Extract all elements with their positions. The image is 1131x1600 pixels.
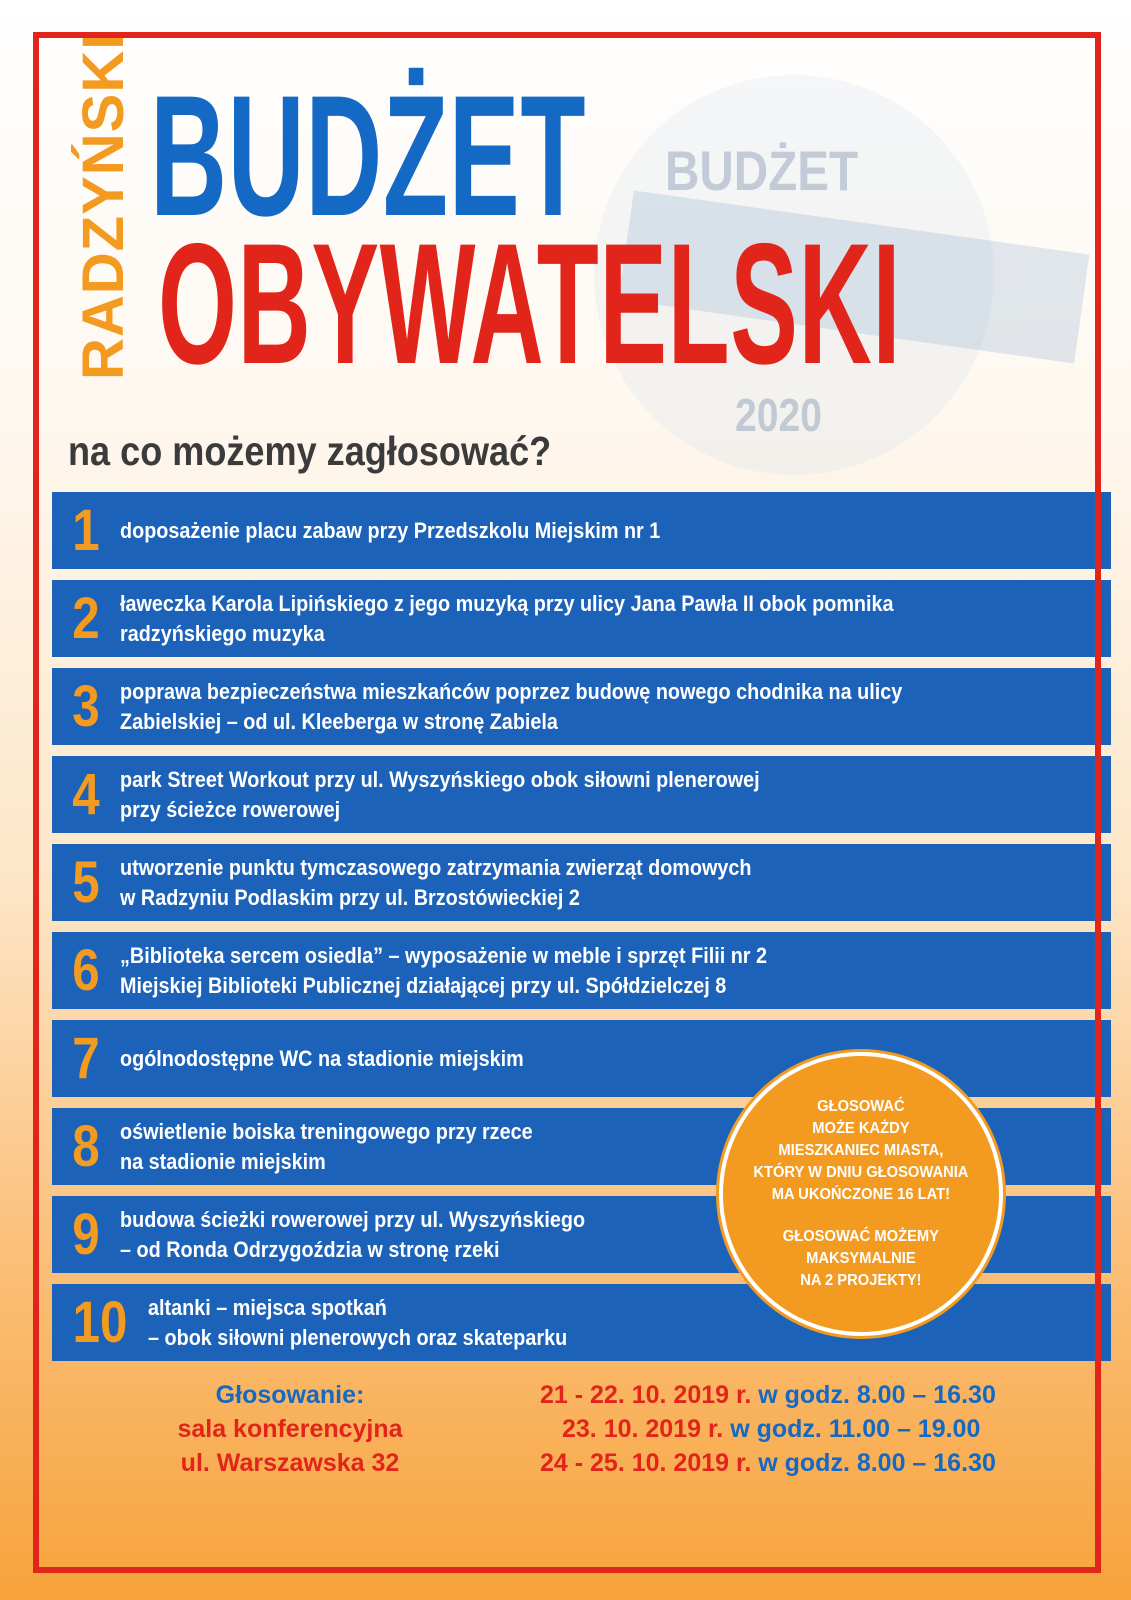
project-description: oświetlenie boiska treningowego przy rzece na stadionie miejskim bbox=[120, 1118, 533, 1174]
schedule-hours: w godz. 11.00 – 19.00 bbox=[730, 1415, 981, 1443]
voting-address: ul. Warszawska 32 bbox=[180, 1449, 400, 1477]
schedule-hours: w godz. 8.00 – 16.30 bbox=[758, 1449, 996, 1477]
project-description: poprawa bezpieczeństwa mieszkańców poprzez budowę nowego chodnika na ulicy Zabielskiej – od ul. Kleeberga w stronę Zabiela bbox=[120, 678, 903, 734]
project-description: park Street Workout przy ul. Wyszyńskiego obok siłowni plenerowej przy ścieżce rowerowej bbox=[120, 766, 760, 822]
project-number: 3 bbox=[72, 674, 100, 739]
schedule-date: 21 - 22. 10. 2019 r. bbox=[540, 1381, 752, 1409]
project-number: 10 bbox=[72, 1290, 128, 1355]
project-number: 5 bbox=[72, 850, 100, 915]
title-budzet: BUDŻET bbox=[150, 60, 587, 252]
page-subtitle: na co możemy zagłosować? bbox=[68, 428, 552, 474]
project-number: 8 bbox=[72, 1114, 100, 1179]
voting-place: sala konferencyjna bbox=[177, 1415, 403, 1443]
schedule-date: 23. 10. 2019 r. bbox=[562, 1415, 724, 1443]
project-item-1 bbox=[52, 492, 1111, 569]
project-item-6 bbox=[52, 932, 1111, 1009]
project-description: „Biblioteka sercem osiedla” – wyposażenie w meble i sprzęt Filii nr 2 Miejskiej Biblioteki Publicznej działającej przy ul. Spółdzielczej 8 bbox=[120, 942, 768, 998]
project-number: 9 bbox=[72, 1202, 100, 1267]
schedule-date: 24 - 25. 10. 2019 r. bbox=[540, 1449, 752, 1477]
watermark-word: BUDŻET bbox=[665, 139, 859, 202]
voting-label: Głosowanie: bbox=[215, 1381, 365, 1409]
project-number: 2 bbox=[72, 586, 100, 651]
project-item-3 bbox=[52, 668, 1111, 745]
project-item-2 bbox=[52, 580, 1111, 657]
project-description: doposażenie placu zabaw przy Przedszkolu Miejskim nr 1 bbox=[120, 517, 661, 543]
project-number: 1 bbox=[72, 498, 100, 563]
project-description: budowa ścieżki rowerowej przy ul. Wyszyńskiego – od Ronda Odrzygoździa w stronę rzeki bbox=[120, 1206, 586, 1262]
voting-schedule bbox=[540, 1378, 996, 1480]
schedule-row bbox=[540, 1412, 996, 1446]
title-obywatelski: OBYWATELSKI bbox=[158, 208, 902, 400]
badge-eligibility-text: GŁOSOWAĆ MOŻE KAŻDY MIESZKANIEC MIASTA, KTÓRY W DNIU GŁOSOWANIA MA UKOŃCZONE 16 LAT! bbox=[753, 1098, 969, 1203]
badge-limit-text: GŁOSOWAĆ MOŻEMY MAKSYMALNIE NA 2 PROJEKTY! bbox=[782, 1228, 940, 1289]
schedule-hours: w godz. 8.00 – 16.30 bbox=[758, 1381, 996, 1409]
schedule-row bbox=[540, 1446, 996, 1480]
project-description: ławeczka Karola Lipińskiego z jego muzyką przy ulicy Jana Pawła II obok pomnika radzyńskiego muzyka bbox=[120, 590, 894, 646]
project-number: 7 bbox=[72, 1026, 100, 1091]
schedule-row bbox=[540, 1378, 996, 1412]
watermark-year: 2020 bbox=[735, 389, 822, 441]
voting-rules-badge bbox=[719, 1052, 1003, 1336]
vertical-title: RADZYŃSKI bbox=[71, 32, 136, 380]
project-description: utworzenie punktu tymczasowego zatrzymania zwierząt domowych w Radzyniu Podlaskim przy ul. Brzostówieckiej 2 bbox=[120, 854, 752, 910]
project-item-5 bbox=[52, 844, 1111, 921]
voting-location bbox=[140, 1378, 440, 1480]
project-number: 6 bbox=[72, 938, 100, 1003]
project-description: ogólnodostępne WC na stadionie miejskim bbox=[120, 1045, 524, 1071]
project-description: altanki – miejsca spotkań – obok siłowni plenerowych oraz skateparku bbox=[148, 1294, 568, 1350]
project-item-4 bbox=[52, 756, 1111, 833]
project-number: 4 bbox=[72, 762, 100, 827]
